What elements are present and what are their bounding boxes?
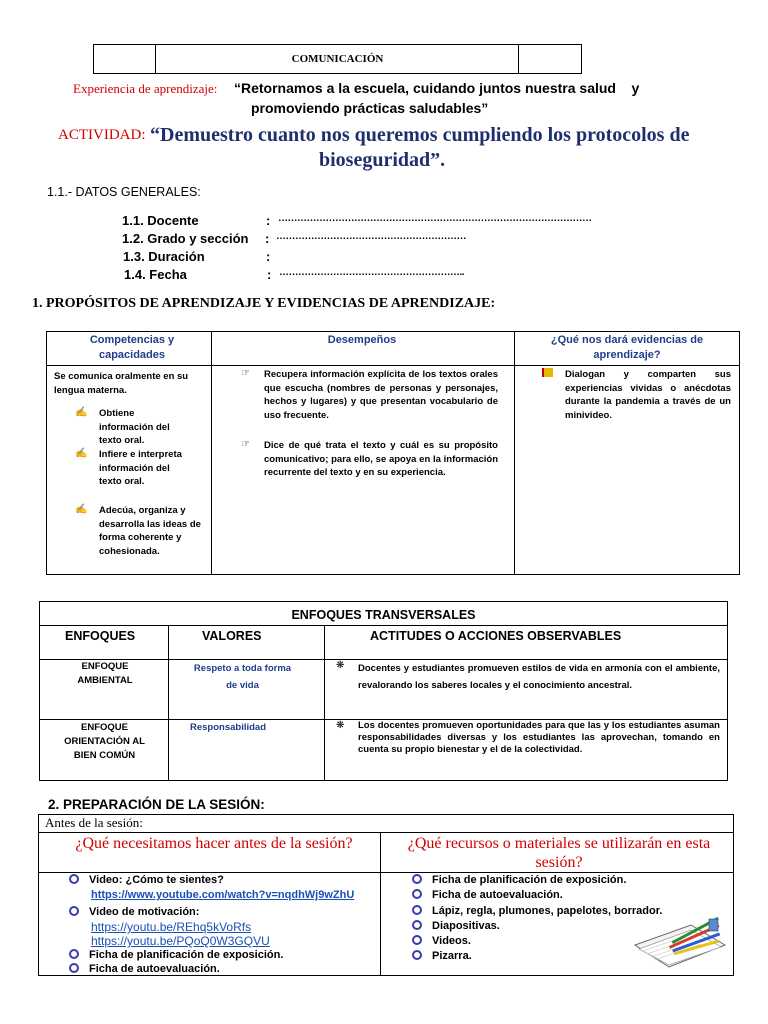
list-item (412, 905, 662, 917)
row-divider (39, 872, 733, 873)
pregunta-antes: ¿Qué necesitamos hacer antes de la sesión? (75, 835, 353, 852)
col-desempenos-header: Desempeños (327, 334, 397, 346)
swirl-bullet-icon (412, 874, 422, 884)
item-text: Ficha de planificación de exposición. (432, 874, 627, 886)
video-link[interactable]: https://www.youtube.com/watch?v=nqdhWj9wZhU (91, 889, 355, 901)
pencil-icon: ✍ (75, 448, 88, 459)
col-divider (211, 332, 212, 574)
capacidad-item: Adecúa, organiza y desarrolla las ideas de forma coherente y cohesionada. (99, 505, 201, 557)
list-item (412, 889, 563, 901)
list-item (412, 920, 500, 932)
item-text: Diapositivas. (432, 920, 500, 932)
antes-label: Antes de la sesión: (45, 815, 143, 830)
item-text: Video: ¿Cómo te sientes? (89, 874, 224, 886)
list-item (412, 874, 626, 886)
item-text: Video de motivación: (89, 906, 200, 918)
propositos-table (46, 331, 740, 575)
row-divider (39, 832, 733, 833)
evidencia-text: Dialogan y comparten sus experiencias vividas o anécdotas durante la pandemia a través de un minivideo. (565, 369, 731, 421)
motivacion-link[interactable]: https://youtu.be/PQoQ0W3GQVU (91, 934, 270, 948)
list-item (69, 949, 283, 961)
experiencia-label: Experiencia de aprendizaje: (73, 81, 218, 96)
item-text: Ficha de planificación de exposición. (89, 949, 284, 961)
swirl-bullet-icon (69, 906, 79, 916)
competencia-text: Se comunica oralmente en su lengua materna. (54, 371, 189, 396)
col-divider (380, 832, 381, 975)
actividad-title-line1: “Demuestro cuanto nos queremos cumpliendo los protocolos de (150, 124, 690, 146)
arrow-bullet-icon (542, 368, 553, 377)
preparacion-table (38, 814, 734, 976)
item-text: Lápiz, regla, plumones, papelotes, borrador. (432, 905, 663, 917)
desempeno-item: Dice de qué trata el texto y cuál es su propósito comunicativo; para ello, se apoya en la información recurrente del texto y en su experiencia. (264, 440, 498, 478)
datos-value: ……………………………………………………………………………………… (278, 213, 592, 224)
experiencia-title-line1: “Retornamos a la escuela, cuidando juntos nuestra salud y (234, 80, 640, 96)
actitudes-col-header: ACTITUDES O ACCIONES OBSERVABLES (370, 629, 622, 643)
col-divider (168, 625, 169, 780)
col-evidencias-header: ¿Qué nos dará evidencias de aprendizaje? (550, 334, 704, 361)
area-title: COMUNICACIÓN (291, 53, 384, 65)
enfoques-table (39, 601, 728, 781)
list-item (412, 935, 471, 947)
desempeno-item: Recupera información explícita de los textos orales que escucha (nombres de personas y personajes, hechos y lugares) y que presentan vocabulario de uso frecuente. (264, 369, 498, 421)
enfoques-col-header: ENFOQUES (65, 629, 136, 643)
list-item (69, 874, 224, 886)
hand-pointer-icon: ☞ (241, 368, 250, 379)
datos-sep: : (266, 213, 271, 228)
enfoque-name: ENFOQUE ORIENTACIÓN AL BIEN COMÚN (64, 722, 145, 761)
list-item (412, 950, 472, 962)
swirl-bullet-icon (412, 905, 422, 915)
datos-label: 1.2. Grado y sección (122, 231, 249, 246)
list-item (69, 906, 199, 918)
col-competencias-header: Competencias y capacidades (89, 334, 175, 361)
item-text: Ficha de autoevaluación. (89, 963, 220, 975)
asterisk-bullet-icon: ❋ (336, 660, 345, 671)
swirl-bullet-icon (412, 950, 422, 960)
swirl-bullet-icon (69, 963, 79, 973)
preparacion-heading: 2. PREPARACIÓN DE LA SESIÓN: (48, 797, 265, 812)
enfoques-title: ENFOQUES TRANSVERSALES (291, 608, 476, 622)
datos-label: 1.1. Docente (122, 213, 199, 228)
swirl-bullet-icon (412, 920, 422, 930)
enfoque-name: ENFOQUE AMBIENTAL (77, 661, 133, 686)
datos-label: 1.3. Duración (123, 249, 205, 264)
pencil-icon: ✍ (75, 504, 88, 515)
item-text: Pizarra. (432, 950, 472, 962)
actividad-label: ACTIVIDAD: (58, 127, 146, 143)
datos-label: 1.4. Fecha (124, 267, 187, 282)
school-supplies-icon (629, 915, 729, 971)
propositos-heading: 1. PROPÓSITOS DE APRENDIZAJE Y EVIDENCIAS DE APRENDIZAJE: (32, 296, 496, 311)
capacidad-item: Infiere e interpreta información del texto oral. (99, 449, 182, 487)
swirl-bullet-icon (412, 935, 422, 945)
pregunta-recursos: ¿Qué recursos o materiales se utilizarán en esta sesión? (407, 835, 711, 871)
datos-sep: : (267, 267, 272, 282)
experiencia-title-line2: promoviendo prácticas saludables” (251, 100, 489, 116)
datos-sep: : (266, 249, 271, 264)
swirl-bullet-icon (69, 949, 79, 959)
valores-col-header: VALORES (202, 629, 262, 643)
swirl-bullet-icon (412, 889, 422, 899)
datos-heading: 1.1.- DATOS GENERALES: (47, 185, 201, 199)
capacidad-item: Obtiene información del texto oral. (99, 408, 170, 446)
header-divider (47, 365, 739, 366)
list-item (69, 963, 220, 975)
datos-sep: : (265, 231, 270, 246)
item-text: Videos. (432, 935, 471, 947)
col-divider (514, 332, 515, 574)
col-divider (324, 625, 325, 780)
swirl-bullet-icon (69, 874, 79, 884)
asterisk-bullet-icon: ❋ (336, 720, 345, 731)
motivacion-link[interactable]: https://youtu.be/REhq5kVoRfs (91, 920, 252, 934)
enfoque-valor: Responsabilidad (190, 722, 267, 733)
hand-pointer-icon: ☞ (241, 439, 250, 450)
enfoque-actitud: Docentes y estudiantes promueven estilos de vida en armonía con el ambiente, revalorando los saberes locales y el conocimiento ancestral. (358, 663, 720, 691)
datos-value: …………………………………………………… (276, 231, 466, 242)
item-text: Ficha de autoevaluación. (432, 889, 563, 901)
enfoque-actitud: Los docentes promueven oportunidades para que las y los estudiantes asuman responsabilidades diversas y los estudiantes las aprovechan, tomando en cuenta su propio bienestar y el de la colectividad. (358, 720, 720, 755)
datos-value: ………………………………………………….. (279, 267, 465, 278)
row-divider (40, 625, 727, 626)
pencil-icon: ✍ (75, 407, 88, 418)
actividad-title-line2: bioseguridad”. (319, 149, 446, 171)
area-header-box (93, 44, 582, 74)
enfoque-valor: Respeto a toda forma de vida (193, 663, 292, 691)
